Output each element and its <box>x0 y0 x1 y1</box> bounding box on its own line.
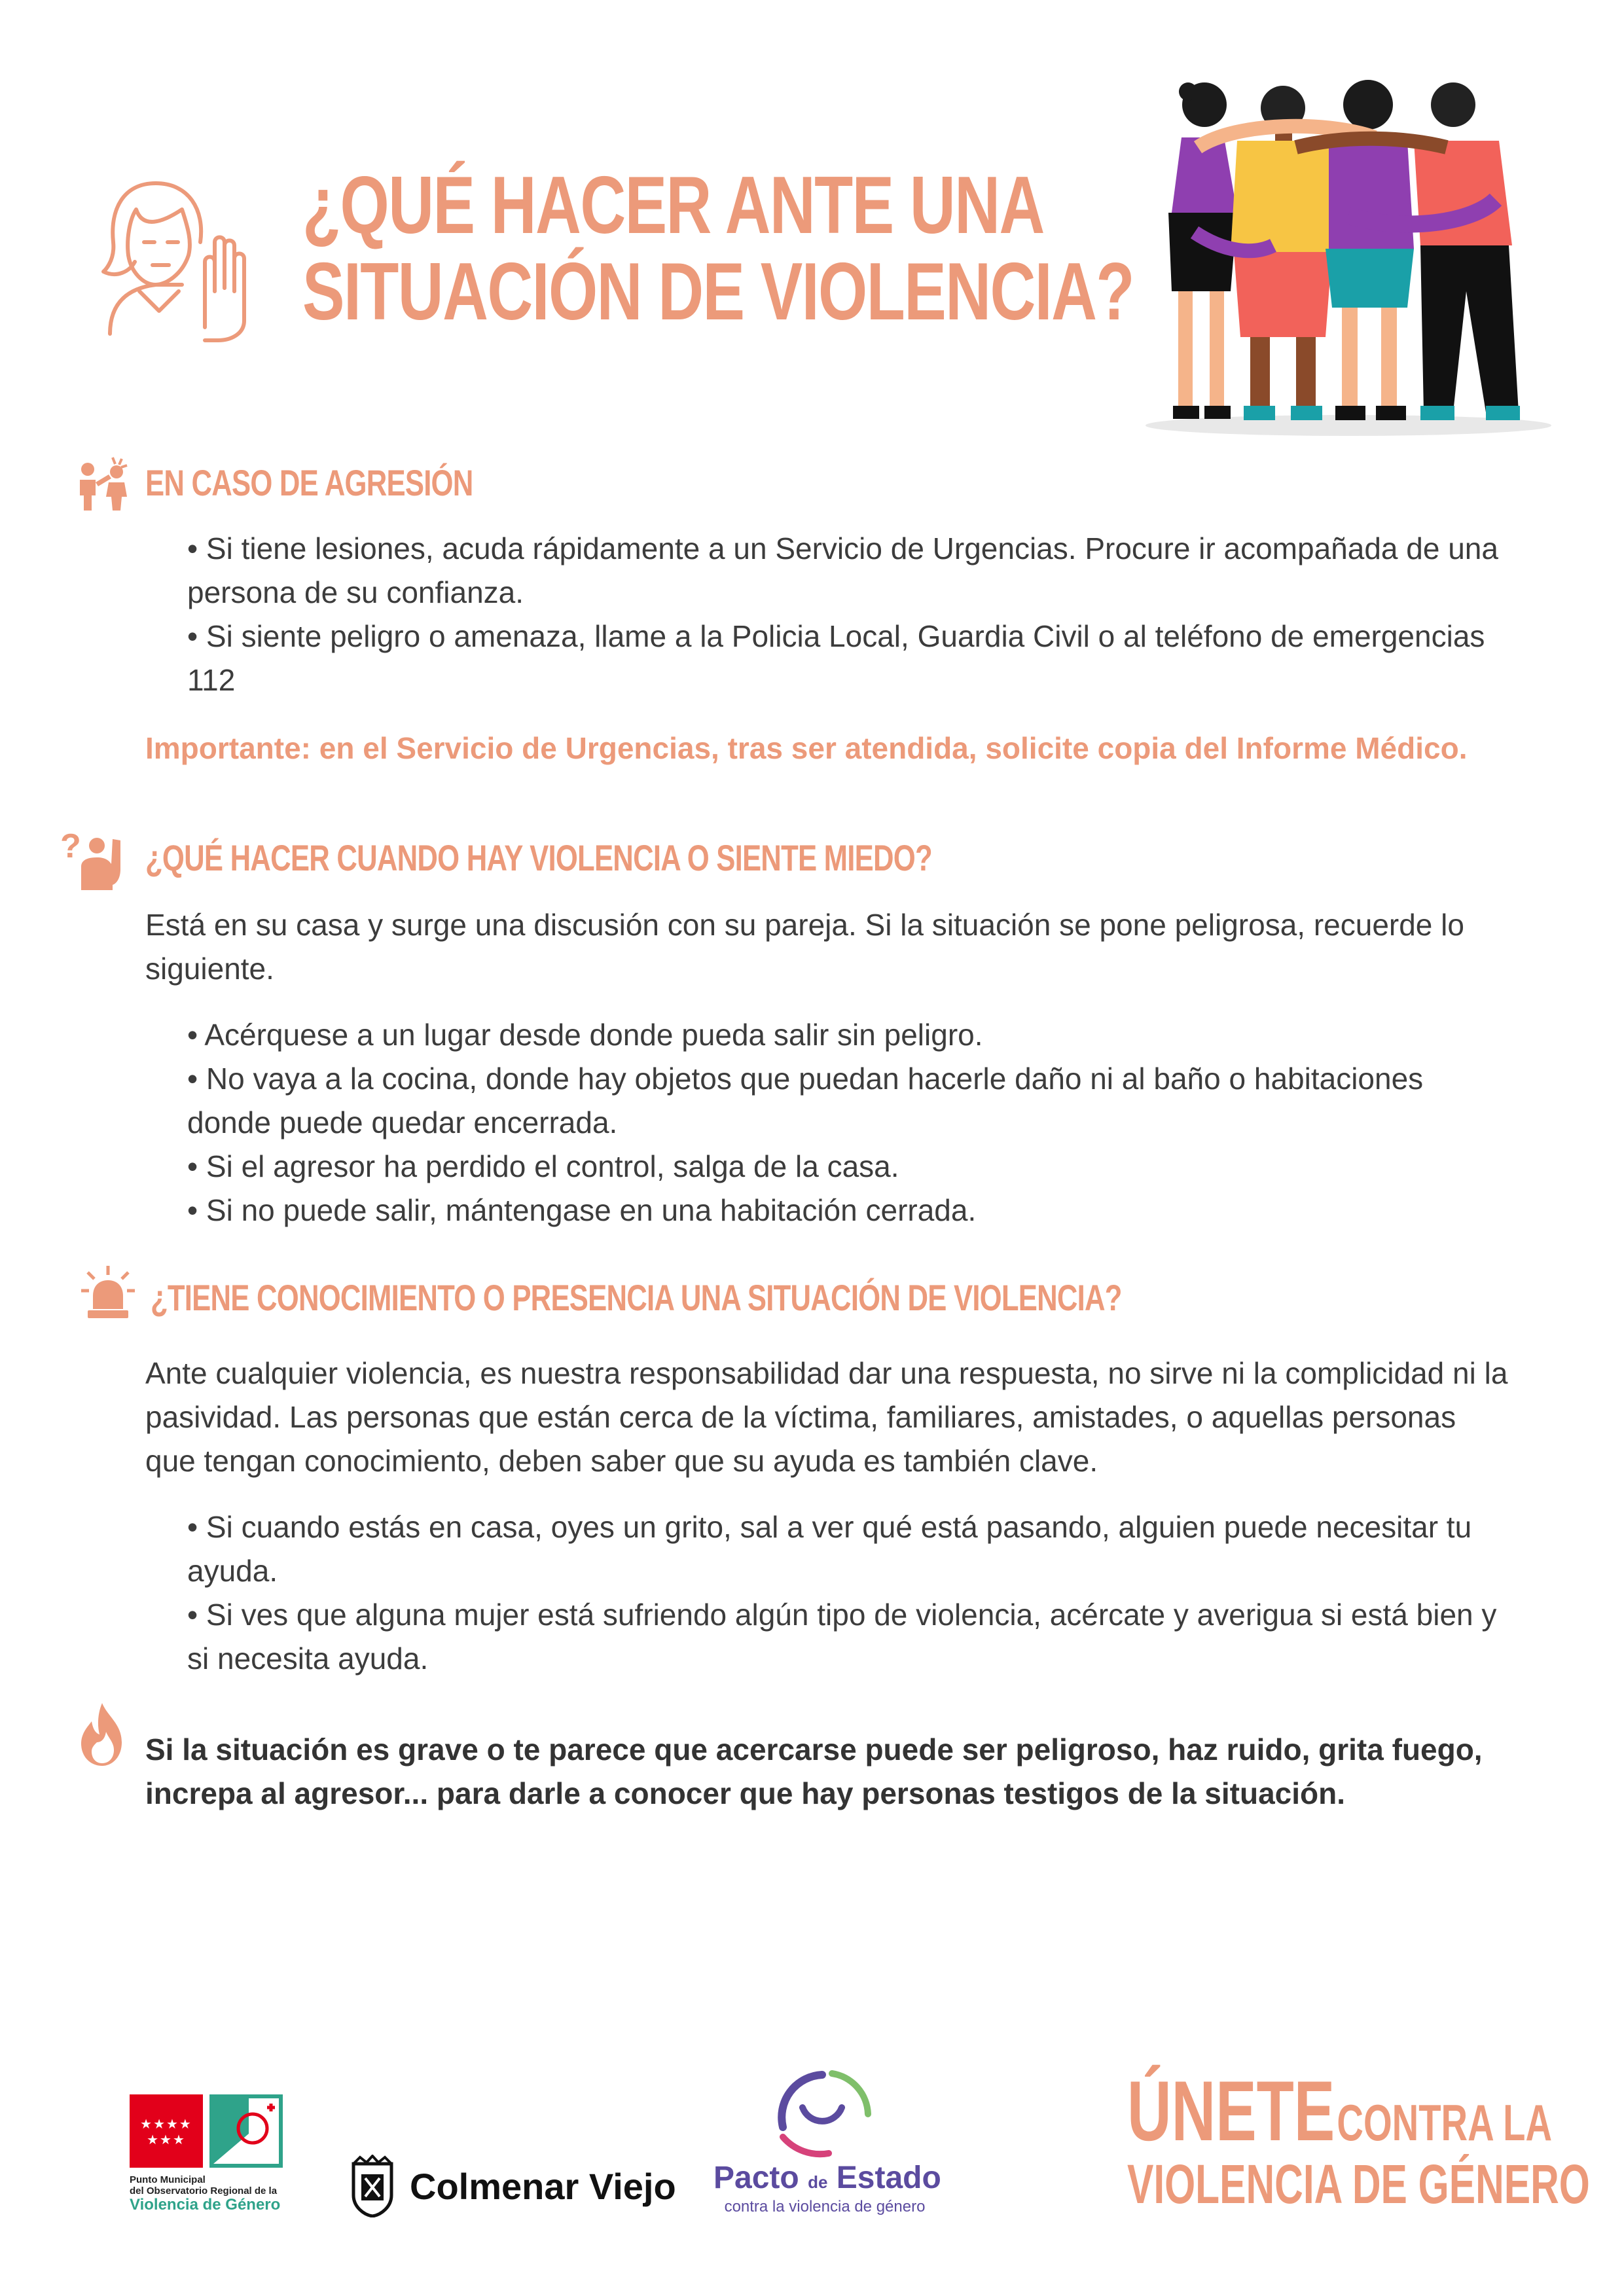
slogan-line-1 <box>1127 2063 1553 2159</box>
colmenar-viejo-name: Colmenar Viejo <box>410 2165 676 2207</box>
section-fear-intro: Está en su casa y surge una discusión con su pareja. Si la situación se pone peligrosa, recuerde lo siguiente. <box>145 908 1464 986</box>
section-aggression-heading: EN CASO DE AGRESIÓN <box>145 462 473 503</box>
section-aggression-bullets <box>187 527 1516 702</box>
pacto-smile-icon <box>757 2062 888 2160</box>
svg-text:?: ? <box>60 827 81 865</box>
aggression-icon <box>73 455 132 514</box>
page-title <box>302 160 1134 337</box>
woman-stop-hand-icon <box>84 157 280 353</box>
closing-advice: Si la situación es grave o te parece que acercarse puede ser peligroso, haz ruido, grita fuego, increpa al agresor... para darle a conocer que hay personas testigos de la situación. <box>145 1732 1483 1810</box>
women-group-illustration <box>1132 75 1558 442</box>
section-witness-intro: Ante cualquier violencia, es nuestra responsabilidad dar una respuesta, no sirve ni la complicidad ni la pasividad. Las personas que están cerca de la víctima, familiares, amistades, o aquellas personas que tengan conocimiento, deben saber que su ayuda es también clave. <box>145 1356 1508 1478</box>
section-fear-bullets <box>187 1013 1503 1232</box>
list-item: • Si ves que alguna mujer está sufriendo algún tipo de violencia, acércate y averigua si está bien y si necesita ayuda. <box>187 1598 1497 1676</box>
observatorio-line-1: Punto Municipal <box>130 2174 206 2185</box>
observatorio-emblem <box>209 2094 283 2168</box>
list-item: • Si siente peligro o amenaza, llame a la Policia Local, Guardia Civil o al teléfono de emergencias 112 <box>187 619 1485 697</box>
list-item: • Si no puede salir, mántengase en una habitación cerrada. <box>187 1193 977 1227</box>
observatorio-line-3: Violencia de Género <box>130 2196 281 2214</box>
fear-question-icon <box>60 826 126 891</box>
observatorio-line-2: del Observatorio Regional de la <box>130 2185 278 2197</box>
slogan-unete: ÚNETE <box>1127 2063 1335 2159</box>
madrid-flag <box>130 2094 203 2168</box>
alarm-siren-icon <box>80 1265 136 1321</box>
list-item: • No vaya a la cocina, donde hay objetos que puedan hacerle daño ni al baño o habitaciones donde puede quedar encerrada. <box>187 1062 1424 1139</box>
slogan-line-2: VIOLENCIA DE GÉNERO <box>1127 2153 1590 2215</box>
pacto-name-a: Pacto <box>713 2161 799 2195</box>
list-item: • Si tiene lesiones, acuda rápidamente a un Servicio de Urgencias. Procure ir acompañada de una persona de su confianza. <box>187 531 1498 609</box>
list-item: • Si cuando estás en casa, oyes un grito, sal a ver qué está pasando, alguien puede necesitar tu ayuda. <box>187 1510 1472 1588</box>
list-item: • Acérquese a un lugar desde donde pueda salir sin peligro. <box>187 1018 983 1052</box>
slogan-contra: CONTRA LA <box>1337 2094 1553 2151</box>
pacto-name-b: Estado <box>836 2161 941 2195</box>
stars-icon: ★★★★ ★★★ <box>140 2117 192 2147</box>
title-line-2: SITUACIÓN DE VIOLENCIA? <box>302 247 1134 337</box>
pacto-de-estado-logo <box>713 2062 941 2219</box>
list-item: • Si el agresor ha perdido el control, salga de la casa. <box>187 1149 899 1183</box>
colmenar-coat-of-arms-icon <box>347 2155 398 2217</box>
campaign-slogan <box>1127 2063 1590 2219</box>
venus-symbol-icon <box>209 2094 283 2168</box>
section-fear-heading: ¿QUÉ HACER CUANDO HAY VIOLENCIA O SIENTE MIEDO? <box>145 837 932 878</box>
pacto-name <box>713 2160 941 2196</box>
fire-icon <box>76 1702 128 1767</box>
observatorio-logo <box>130 2094 300 2225</box>
section-witness-bullets <box>187 1505 1523 1681</box>
colmenar-viejo-logo <box>347 2160 676 2212</box>
section-witness-heading: ¿TIENE CONOCIMIENTO O PRESENCIA UNA SITUACIÓN DE VIOLENCIA? <box>151 1277 1122 1318</box>
pacto-subtitle: contra la violencia de género <box>724 2198 926 2215</box>
title-line-1: ¿QUÉ HACER ANTE UNA <box>302 160 1044 251</box>
pacto-name-de: de <box>808 2172 828 2192</box>
important-note: Importante: en el Servicio de Urgencias, tras ser atendida, solicite copia del Informe Médico. <box>145 731 1468 765</box>
